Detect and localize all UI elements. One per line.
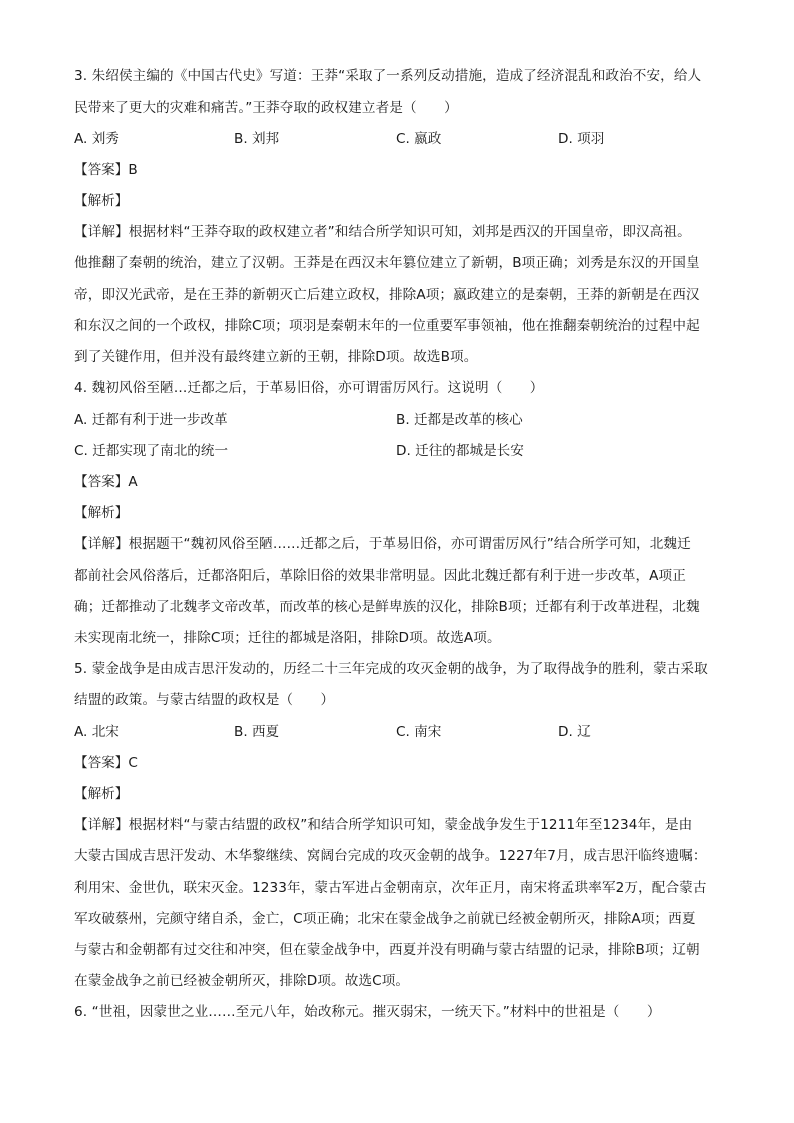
q4-detail-line-3: 确；迁都推动了北魏孝文帝改革，而改革的核心是鲜卑族的汉化，排除B项；迁都有利于改革进程，北魏 [74, 599, 700, 615]
q3-option-d: D. 项羽 [558, 131, 605, 147]
q4-detail-line-4: 未实现南北统一，排除C项；迁往的都城是洛阳，排除D项。故选A项。 [74, 630, 501, 646]
q3-detail-line-1: 【详解】根据材料“王莽夺取的政权建立者”和结合所学知识可知，刘邦是西汉的开国皇帝，即汉高祖。 [74, 224, 691, 240]
q4-option-c: C. 迁都实现了南北的统一 [74, 443, 229, 459]
q3-detail-line-3: 帝，即汉光武帝，是在王莽的新朝灭亡后建立政权，排除A项；嬴政建立的是秦朝，王莽的新朝是在西汉 [74, 287, 700, 303]
q3-stem-line-2: 民带来了更大的灾难和痛苦。”王莽夺取的政权建立者是（ ） [74, 100, 458, 116]
q5-detail-line-6: 在蒙金战争之前已经被金朝所灭，排除D项。故选C项。 [74, 973, 410, 989]
q3-detail-line-4: 和东汉之间的一个政权，排除C项；项羽是秦朝末年的一位重要军事领袖，他在推翻秦朝统治的过程中起 [74, 318, 700, 334]
q5-stem-line-2: 结盟的政策。与蒙古结盟的政权是（ ） [74, 692, 335, 708]
q5-detail-line-4: 军攻破蔡州，完颜守绪自杀，金亡，C项正确；北宋在蒙金战争之前就已经被金朝所灭，排除A项；西夏 [74, 911, 696, 927]
q4-answer: 【答案】A [74, 474, 138, 490]
q3-stem-line-1: 3. 朱绍侯主编的《中国古代史》写道：王莽“采取了一系列反动措施，造成了经济混乱和政治不安，给人 [74, 68, 702, 84]
q5-stem-line-1: 5. 蒙金战争是由成吉思汗发动的，历经二十三年完成的攻灭金朝的战争，为了取得战争的胜利，蒙古采取 [74, 661, 708, 677]
q5-option-a: A. 北宋 [74, 724, 119, 740]
q5-detail-line-5: 与蒙古和金朝都有过交往和冲突，但在蒙金战争中，西夏并没有明确与蒙古结盟的记录，排除B项；辽朝 [74, 942, 700, 958]
q3-option-b: B. 刘邦 [234, 131, 280, 147]
q4-option-a: A. 迁都有利于进一步改革 [74, 412, 228, 428]
q5-answer: 【答案】C [74, 755, 138, 771]
q3-answer: 【答案】B [74, 162, 138, 178]
q5-analysis-label: 【解析】 [74, 786, 129, 802]
q3-analysis-label: 【解析】 [74, 193, 129, 209]
q5-detail-line-2: 大蒙古国成吉思汗发动、木华黎继续、窝阔台完成的攻灭金朝的战争。1227年7月，成吉思汗临终遗嘱： [74, 848, 707, 864]
q4-option-d: D. 迁往的都城是长安 [396, 443, 524, 459]
q3-option-c: C. 嬴政 [396, 131, 442, 147]
q5-detail-line-1: 【详解】根据材料“与蒙古结盟的政权”和结合所学知识可知，蒙金战争发生于1211年至1234年，是由 [74, 817, 693, 833]
q4-stem-line-1: 4. 魏初风俗至陋…迁都之后，于革易旧俗，亦可谓雷厉风行。这说明（ ） [74, 380, 544, 396]
q4-detail-line-1: 【详解】根据题干“魏初风俗至陋……迁都之后，于革易旧俗，亦可谓雷厉风行”结合所学可知，北魏迁 [74, 536, 691, 552]
q4-detail-line-2: 都前社会风俗落后，迁都洛阳后，革除旧俗的效果非常明显。因此北魏迁都有利于进一步改革，A项正 [74, 568, 686, 584]
q3-detail-line-2: 他推翻了秦朝的统治，建立了汉朝。王莽是在西汉末年篡位建立了新朝，B项正确；刘秀是东汉的开国皇 [74, 255, 700, 271]
q5-detail-line-3: 利用宋、金世仇，联宋灭金。1233年，蒙古军进占金朝南京，次年正月，南宋将孟珙率军2万，配合蒙古 [74, 880, 707, 896]
q3-option-a: A. 刘秀 [74, 131, 119, 147]
q3-detail-line-5: 到了关键作用，但并没有最终建立新的王朝，排除D项。故选B项。 [74, 349, 478, 365]
q5-option-c: C. 南宋 [396, 724, 442, 740]
q5-option-b: B. 西夏 [234, 724, 280, 740]
q4-option-b: B. 迁都是改革的核心 [396, 412, 523, 428]
q4-analysis-label: 【解析】 [74, 505, 129, 521]
q6-stem-line-1: 6. “世祖，因蒙世之业……至元八年，始改称元。摧灭弱宋，一统天下。”材料中的世祖是（ ） [74, 1004, 661, 1020]
q5-option-d: D. 辽 [558, 724, 591, 740]
